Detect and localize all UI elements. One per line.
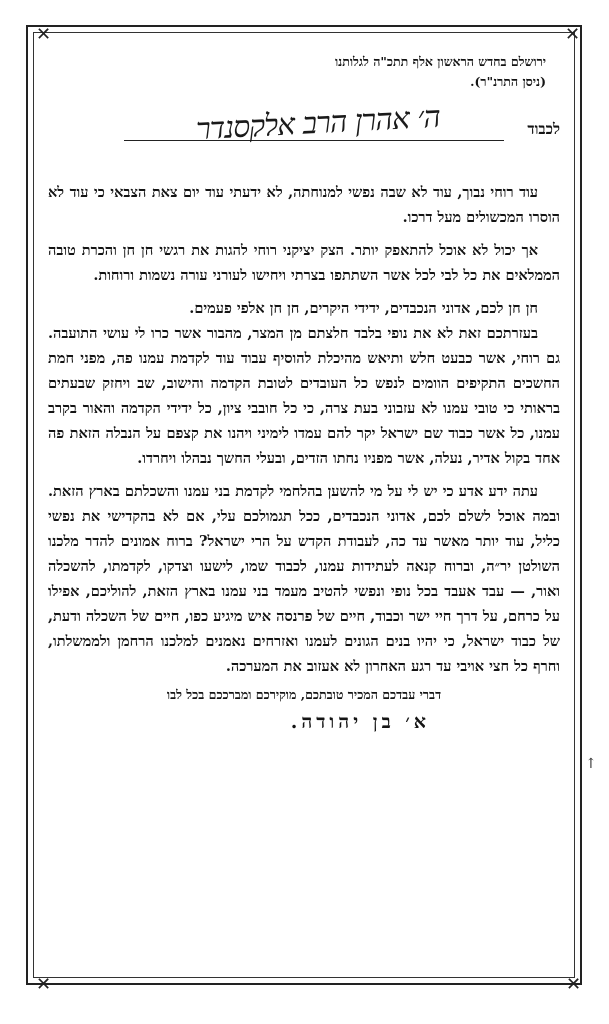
closing-line: דברי עבדכם המכיר טובתכם, מוקירכם ומברככם בכל לבו xyxy=(166,687,442,702)
date-line-secondary: (ניסן התרנ"ר). xyxy=(470,74,546,89)
address-label: לכבוד xyxy=(527,120,560,138)
corner-ornament-icon: ✕ xyxy=(566,974,582,995)
paragraph-4: בעזרתכם זאת לא את נופי בלבד חלצתם מן המצר, מהבור אשר כרו לי עושי התועבה. גם רוחי, אשר כבעט חלש ותיאש מהיכלת להוסיף עבוד עוד לקדמת עמנו פה, מפני חמת החשכים התקיפים הוומים לנפש כל העובדים לטובת הקדמה והישוב, שב ויחזק שבעתים בראותי כי טובי עמנו לא עזבוני בעת צרה, כי כל חובבי ציון, כל ידידי הקדמה והאור בקרב עמנו, כל אשר כבוד שם ישראל יקר להם עמדו לימיני ויהנו את קצפם על הנבלה הזאת פה אחד בקול אדיר, נעלה, אשר מפניו נחתו הזדים, ובעלי החשך נבהלו ויחרדו. xyxy=(48,325,560,467)
margin-mark-icon: ↑ xyxy=(585,756,597,772)
paragraph-5: עתה ידע אדע כי יש לי על מי להשען בהלחמי לקדמת בני עמנו והשכלתם בארץ הזאת. ובמה אוכל לשלם לכם, אדוני הנכבדים, ככל תגמולכם עלי, אם לא בהקדישי את נפשי כליל, עוד יותר מאשר עד כה, לעבודת הקדש על הרי ישראל? ברוח אמונים להדר מלכנו השולטן יר״ה, וברוח קנאה לעתידות עמנו, לכבוד שמו, לישעו וצדקו, לקדמתו, להשכלה ואור, — עבד אעבד בכל נופי ונפשי להטיב מעמד בני עמנו בארץ הזאת, להוליכם, אפילו על כרחם, על דרך חיי ישר וכבוד, חיים של פרנסה איש מיגיע כפו, חיים של השכלה ודעת, של כבוד ישראל, כי יהיו בנים הגונים לעמנו ואזרחים נאמנים למלכנו הרחמן ולממשלתו, וחרף כל חצי אויבי עד רגע האחרון לא אעזוב את המערכה. xyxy=(48,483,560,675)
letter xyxy=(48,52,560,734)
paragraph-2: אך יכול לא אוכל להתאפק יותר. הצק יציקני רוחי להגות את רגשי חן חן והכרת טובה הממלאים את כל לבי לכל אשר השתתפו בצרתי ויחישו לעורני עורה נשמות ורוחות. xyxy=(48,242,560,284)
corner-ornament-icon: ✕ xyxy=(36,24,52,45)
corner-ornament-icon: ✕ xyxy=(565,24,581,45)
handwritten-addressee: ה׳ אהרן הרב אלקסנדר xyxy=(195,99,441,148)
signature: א׳ בן יהודה. xyxy=(290,711,430,733)
date-line: ירושלם בחדש הראשון אלף תתכ"ה לגלותנו xyxy=(334,54,546,69)
address-block xyxy=(48,99,560,154)
paragraph-3: חן חן לכם, אדוני הנכבדים, ידידי היקרים, חן חן אלפי פעמים. xyxy=(189,300,538,317)
corner-ornament-icon: ✕ xyxy=(36,974,52,995)
paragraph-1: עוד רוחי נבוך, עוד לא שבה נפשי למנוחתה, לא ידעתי עוד יום צאת הצבאי כי עוד לא הוסרו המכשולים מעל דרכו. xyxy=(48,184,560,226)
